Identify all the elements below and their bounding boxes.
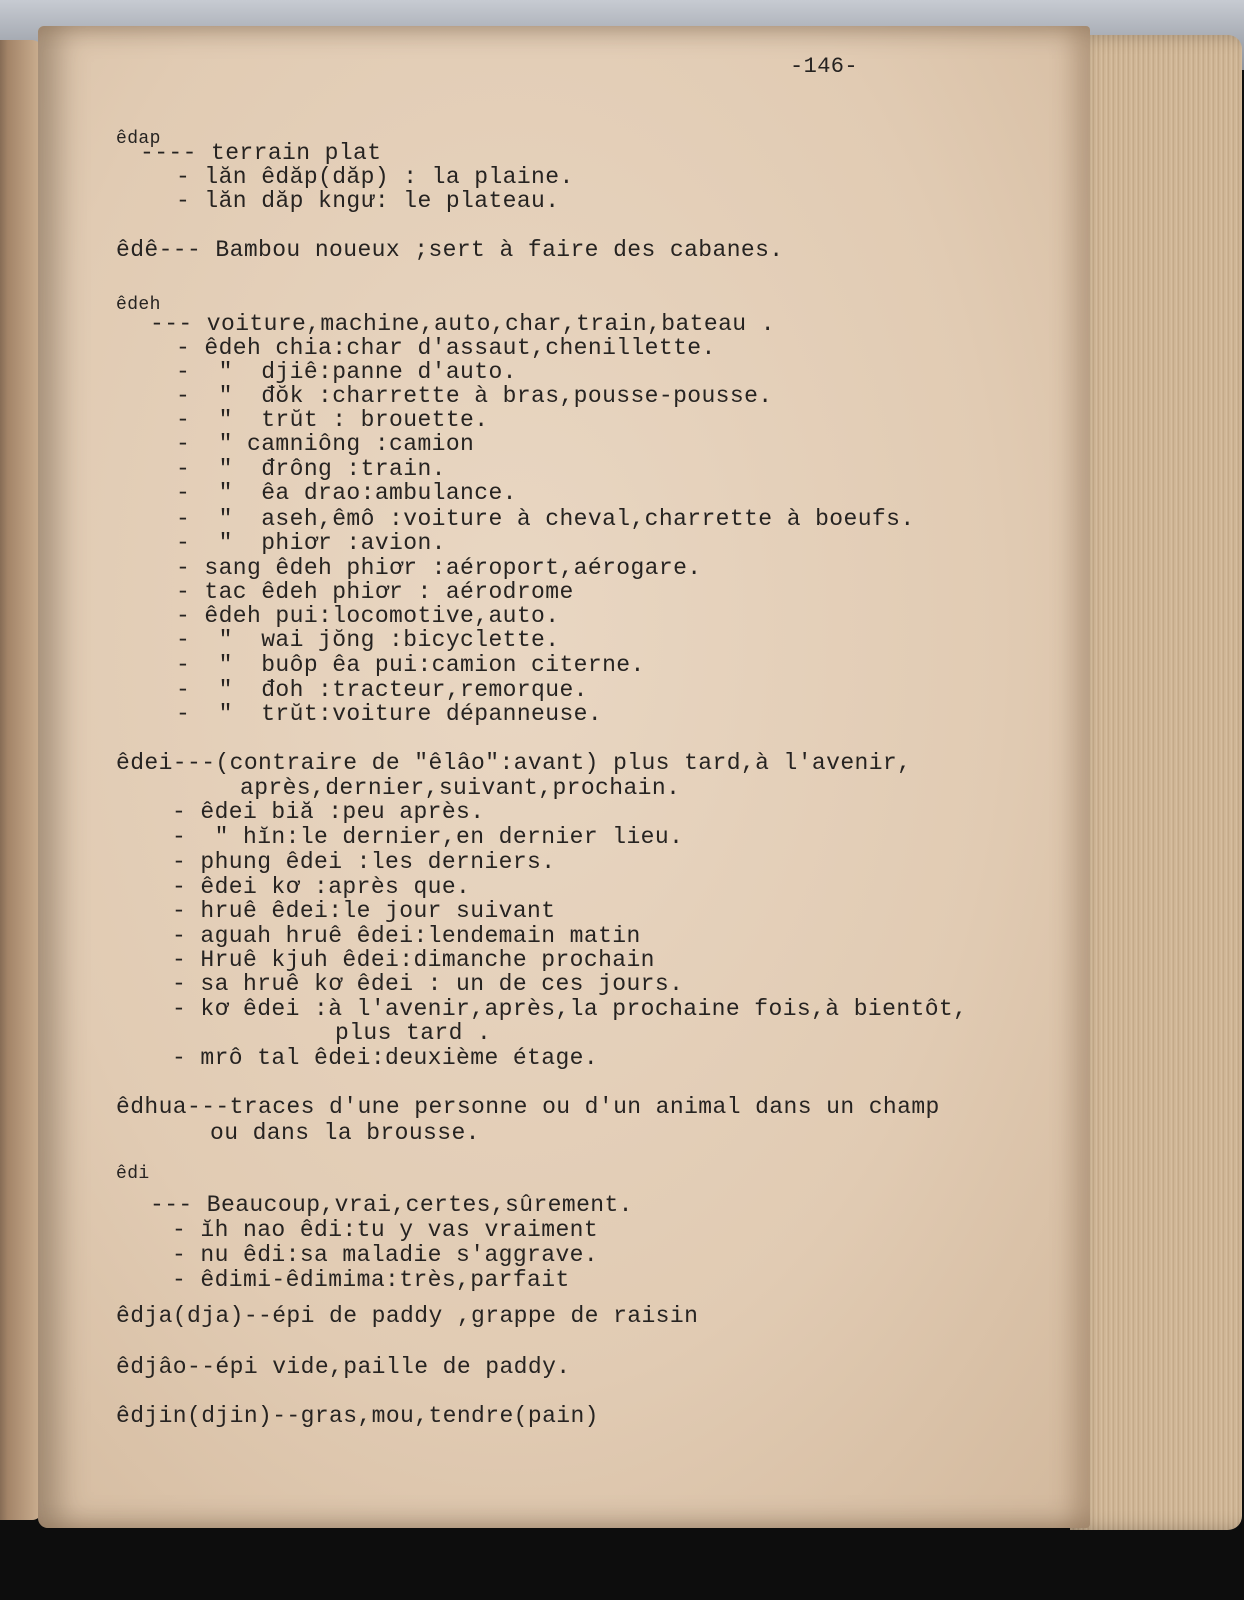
- dictionary-line: --- Beaucoup,vrai,certes,sûrement.: [150, 1192, 633, 1218]
- dictionary-line: - " phiơr :avion.: [176, 530, 446, 556]
- dictionary-line: - kơ êdei :à l'avenir,après,la prochaine fois,à bientôt,: [172, 996, 968, 1022]
- dictionary-line: - " trŭt:voiture dépanneuse.: [176, 701, 603, 727]
- dictionary-line: êdê--- Bambou noueux ;sert à faire des cabanes.: [116, 237, 784, 263]
- dictionary-line: êdjâo--épi vide,paille de paddy.: [116, 1354, 571, 1380]
- dictionary-line: êdja(dja)--épi de paddy ,grappe de raisin: [116, 1303, 699, 1329]
- dictionary-line: ou dans la brousse.: [210, 1120, 480, 1146]
- dictionary-line: - Hruê kjuh êdei:dimanche prochain: [172, 947, 655, 973]
- dictionary-line: êdi: [116, 1164, 150, 1184]
- dictionary-line: - tac êdeh phiơr : aérodrome: [176, 579, 574, 605]
- dictionary-line: - hruê êdei:le jour suivant: [172, 898, 556, 924]
- dictionary-line: êdei---(contraire de "êlâo":avant) plus tard,à l'avenir,: [116, 750, 912, 776]
- dictionary-line: - " hĭn:le dernier,en dernier lieu.: [172, 824, 684, 850]
- dictionary-line: - sang êdeh phiơr :aéroport,aérogare.: [176, 555, 702, 581]
- dictionary-line: - " đŏk :charrette à bras,pousse-pousse.: [176, 383, 773, 409]
- dictionary-line: êdhua---traces d'une personne ou d'un animal dans un champ: [116, 1094, 940, 1120]
- dictionary-line: - phung êdei :les derniers.: [172, 849, 556, 875]
- dictionary-line: - " buôp êa pui:camion citerne.: [176, 652, 645, 678]
- dictionary-line: - " djiê:panne d'auto.: [176, 359, 517, 385]
- dictionary-line: - " đrông :train.: [176, 456, 446, 482]
- dictionary-line: êdap: [116, 129, 161, 149]
- dictionary-line: - " đoh :tracteur,remorque.: [176, 677, 588, 703]
- dictionary-line: - êdei kơ :après que.: [172, 874, 471, 900]
- dictionary-line: - " êa drao:ambulance.: [176, 480, 517, 506]
- book-page-edges: [1070, 35, 1242, 1530]
- page-number: -146-: [790, 54, 859, 79]
- dictionary-line: - lăn êdăp(dăp) : la plaine.: [176, 164, 574, 190]
- dictionary-line: - nu êdi:sa maladie s'aggrave.: [172, 1242, 599, 1268]
- dictionary-line: - êdeh pui:locomotive,auto.: [176, 603, 560, 629]
- dictionary-line: - " aseh,êmô :voiture à cheval,charrette à boeufs.: [176, 506, 915, 532]
- left-page-edge: [0, 40, 42, 1520]
- dictionary-line: - " trŭt : brouette.: [176, 407, 489, 433]
- dictionary-line: plus tard .: [335, 1020, 492, 1046]
- dictionary-line: - mrô tal êdei:deuxième étage.: [172, 1045, 599, 1071]
- dictionary-line: --- voiture,machine,auto,char,train,bateau .: [150, 311, 775, 337]
- dictionary-line: - aguah hruê êdei:lendemain matin: [172, 923, 641, 949]
- dictionary-line: - sa hruê kơ êdei : un de ces jours.: [172, 971, 684, 997]
- dictionary-line: - ĭh nao êdi:tu y vas vraiment: [172, 1217, 599, 1243]
- dictionary-line: - " wai jŏng :bicyclette.: [176, 627, 560, 653]
- dictionary-line: - " camniông :camion: [176, 431, 475, 457]
- dictionary-line: - êdeh chia:char d'assaut,chenillette.: [176, 335, 716, 361]
- dictionary-line: êdjin(djin)--gras,mou,tendre(pain): [116, 1403, 599, 1429]
- dictionary-line: après,dernier,suivant,prochain.: [240, 775, 681, 801]
- dictionary-line: - lăn dăp kngư: le plateau.: [176, 188, 560, 214]
- dictionary-line: êdeh: [116, 295, 161, 315]
- dictionary-line: - êdei biă :peu après.: [172, 799, 485, 825]
- dictionary-line: - êdimi-êdimima:très,parfait: [172, 1267, 570, 1293]
- dictionary-line: ---- terrain plat: [140, 140, 382, 166]
